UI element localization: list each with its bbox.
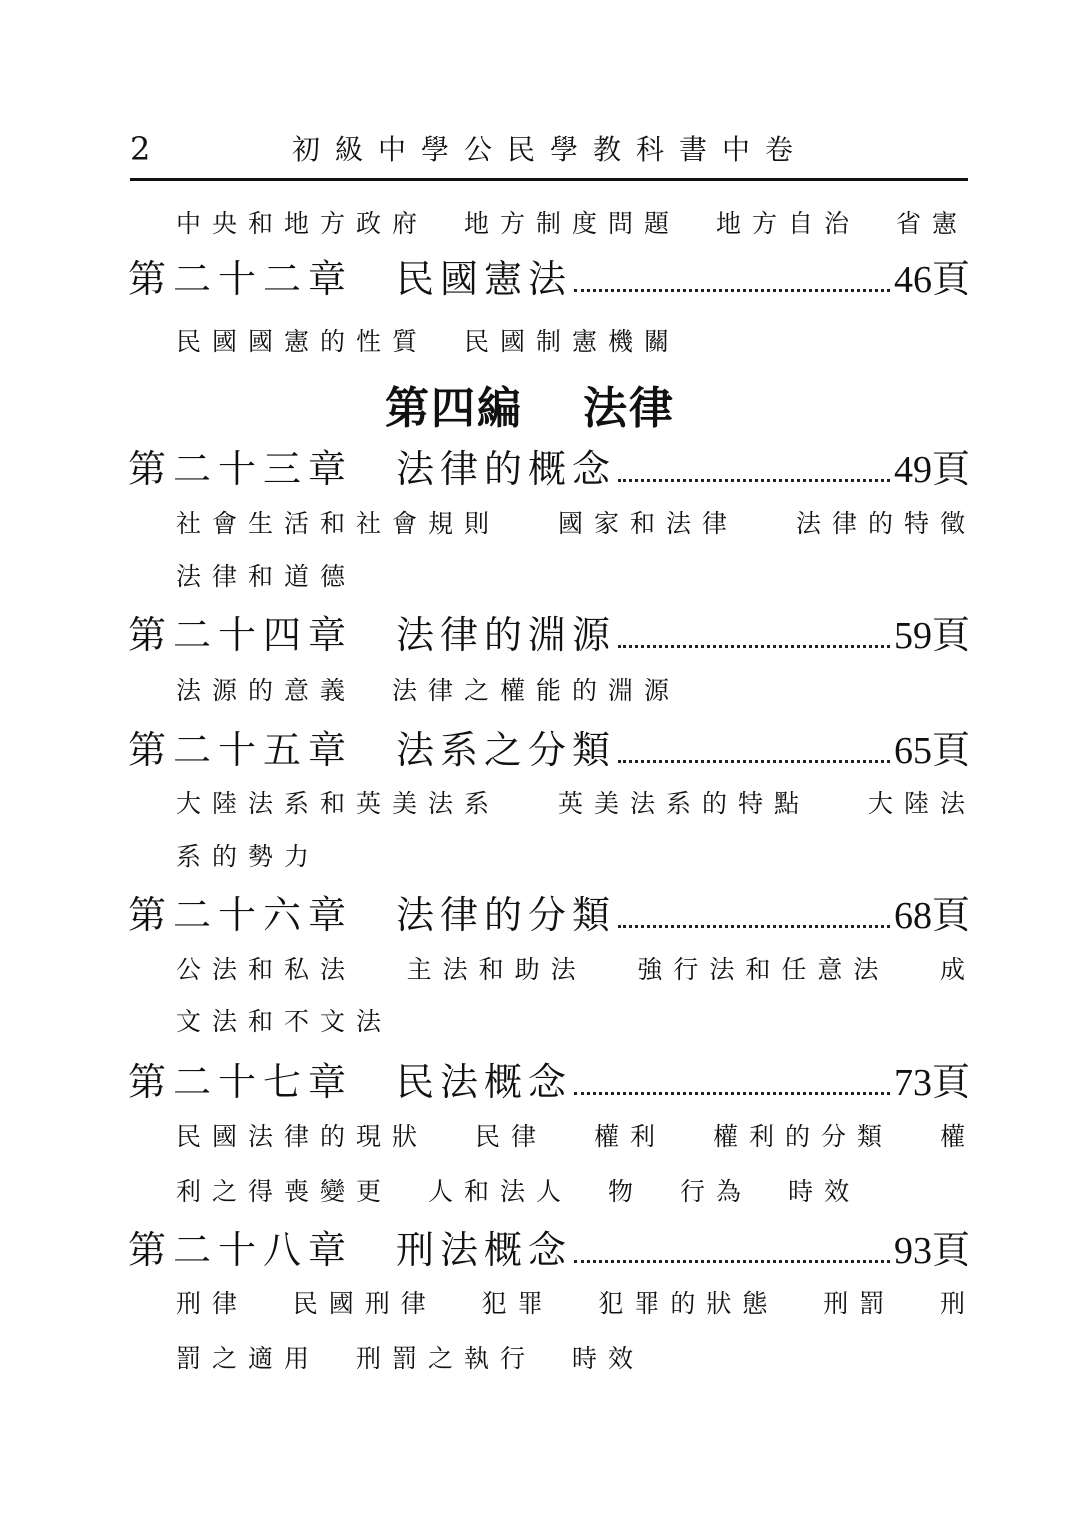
chapter-title: 民國憲法 (396, 257, 573, 301)
subtopic: 公法和私法 (176, 955, 357, 984)
chapter-title: 法律的分類 (396, 893, 617, 937)
subtopic: 刑 (939, 1289, 976, 1318)
chapter-title: 刑法概念 (396, 1228, 573, 1272)
page-reference: 59頁 (893, 615, 970, 657)
subtopic: 利之得喪變更 (176, 1177, 393, 1206)
subtopic: 中央和地方政府 (176, 209, 429, 238)
subtopic: 民國刑律 (292, 1289, 437, 1318)
subtopic: 大陸法系和英美法系 (176, 789, 501, 818)
chapter-entry (128, 604, 970, 659)
subtopic: 法律的特徵 (795, 509, 976, 538)
subtopic: 地方制度問題 (464, 209, 681, 238)
subtopic-line (176, 1002, 428, 1038)
subtopic: 國家和法律 (557, 509, 738, 538)
chapter-number: 第二十六章 (128, 893, 354, 937)
subtopic: 系的勢力 (176, 842, 321, 871)
page-number: 2 (130, 130, 151, 168)
subtopic: 法律和道德 (176, 562, 357, 591)
subtopic-line (176, 204, 1004, 240)
section-number: 第四編 (385, 383, 523, 434)
chapter-entry (128, 884, 970, 939)
subtopic: 民國制憲機關 (464, 327, 681, 356)
subtopic: 時效 (788, 1177, 861, 1206)
subtopic-line (176, 784, 976, 820)
chapter-number: 第二十五章 (128, 728, 354, 772)
chapter-title: 民法概念 (396, 1060, 573, 1104)
chapter-number: 第二十三章 (128, 447, 354, 491)
subtopic: 民國法律的現狀 (176, 1122, 429, 1151)
page-reference: 46頁 (893, 259, 970, 301)
subtopic: 法源的意義 (176, 676, 357, 705)
page-reference: 68頁 (893, 895, 970, 937)
subtopic: 權利 (593, 1122, 666, 1151)
subtopic-line (176, 1339, 680, 1375)
subtopic: 民國國憲的性質 (176, 327, 429, 356)
chapter-entry (128, 719, 970, 774)
section-heading (385, 372, 735, 436)
subtopic-line (176, 557, 392, 593)
page-reference: 73頁 (893, 1062, 970, 1104)
subtopic: 民律 (474, 1122, 547, 1151)
chapter-number: 第二十七章 (128, 1060, 354, 1104)
page-reference: 93頁 (893, 1230, 970, 1272)
chapter-entry (128, 248, 970, 303)
subtopic: 省憲 (896, 209, 969, 238)
subtopic-line (176, 950, 976, 986)
subtopic: 權利的分類 (712, 1122, 893, 1151)
page-reference: 65頁 (893, 730, 970, 772)
chapter-number: 第二十八章 (128, 1228, 354, 1272)
subtopic-line (176, 1117, 976, 1153)
subtopic: 權 (939, 1122, 976, 1151)
subtopic: 社會生活和社會規則 (176, 509, 501, 538)
subtopic-line (176, 837, 356, 873)
dot-leader (618, 760, 890, 763)
subtopic-line (176, 1172, 896, 1208)
subtopic: 行為 (680, 1177, 753, 1206)
subtopic: 主法和助法 (406, 955, 587, 984)
section-name: 法律 (583, 383, 675, 434)
header-rule (130, 178, 968, 181)
subtopic: 物 (608, 1177, 645, 1206)
dot-leader (618, 645, 890, 648)
subtopic: 大陸法 (867, 789, 976, 818)
dot-leader (618, 479, 890, 482)
subtopic-line (176, 671, 716, 707)
subtopic-line (176, 504, 976, 540)
chapter-title: 法律的概念 (396, 447, 617, 491)
dot-leader (618, 925, 890, 928)
subtopic: 文法和不文法 (176, 1007, 393, 1036)
running-header-title: 初級中學公民學教科書中卷 (292, 133, 809, 166)
subtopic: 英美法系的特點 (557, 789, 810, 818)
subtopic: 法律之權能的淵源 (392, 676, 681, 705)
dot-leader (574, 289, 890, 292)
subtopic: 成 (939, 955, 976, 984)
chapter-entry (128, 438, 970, 493)
subtopic: 犯罪的狀態 (598, 1289, 779, 1318)
subtopic: 時效 (572, 1344, 645, 1373)
dot-leader (574, 1260, 890, 1263)
subtopic-line (176, 1284, 976, 1320)
chapter-title: 法系之分類 (396, 728, 617, 772)
subtopic: 強行法和任意法 (637, 955, 890, 984)
subtopic: 刑罰 (823, 1289, 896, 1318)
page-reference: 49頁 (893, 449, 970, 491)
chapter-number: 第二十四章 (128, 613, 354, 657)
dot-leader (574, 1092, 890, 1095)
subtopic: 地方自治 (716, 209, 861, 238)
subtopic: 犯罪 (481, 1289, 554, 1318)
chapter-number: 第二十二章 (128, 257, 354, 301)
chapter-entry (128, 1051, 970, 1106)
subtopic: 人和法人 (428, 1177, 573, 1206)
subtopic: 刑律 (176, 1289, 249, 1318)
subtopic: 罰之適用 (176, 1344, 321, 1373)
subtopic: 刑罰之執行 (356, 1344, 537, 1373)
chapter-title: 法律的淵源 (396, 613, 617, 657)
chapter-entry (128, 1219, 970, 1274)
subtopic-line (176, 322, 716, 358)
